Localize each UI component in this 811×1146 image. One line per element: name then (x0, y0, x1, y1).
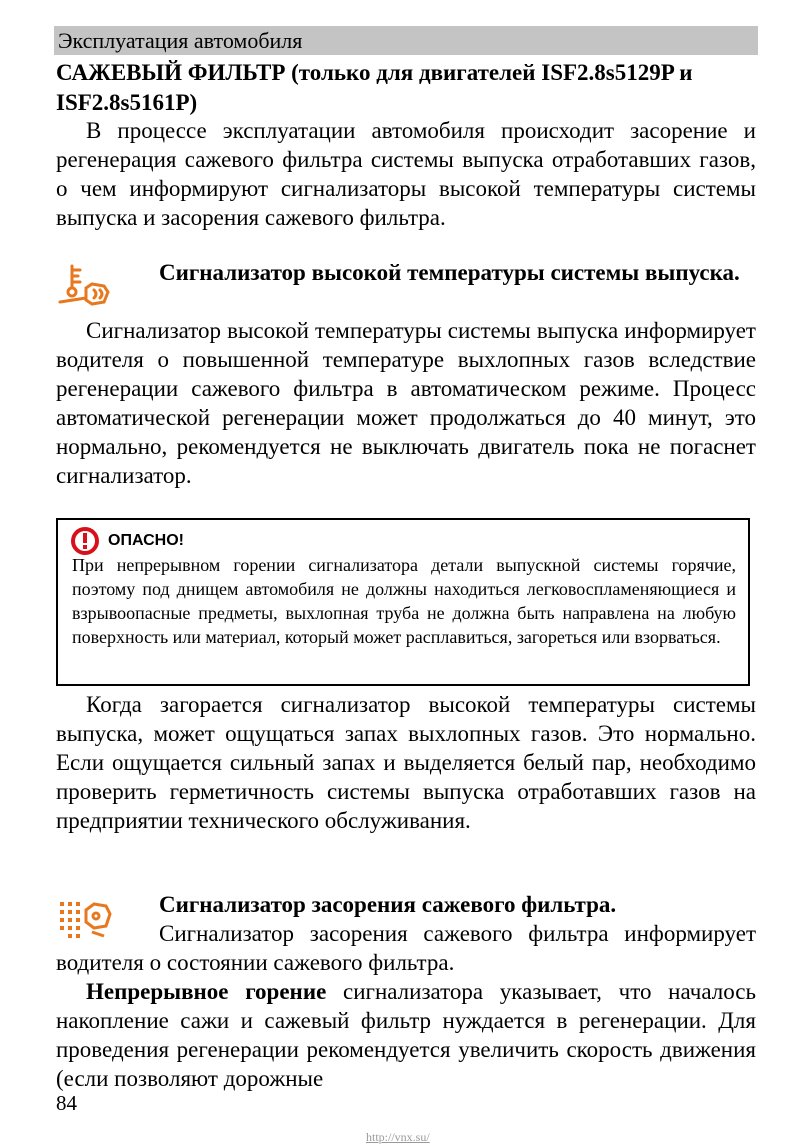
intro-paragraph: В процессе эксплуатации автомобиля происходит засорение и регенерация сажевого фильтра системы выпуска отработавших газов, о чем информируют сигнализаторы высокой температуры системы выпуска и засорения сажевого фильтра. (56, 118, 756, 230)
footer-url[interactable]: http://vnx.su/ (366, 1130, 430, 1144)
warning-label: ОПАСНО! (108, 532, 184, 549)
danger-warning-box (56, 518, 750, 686)
continuous-burning-lead: Непрерывное горение (86, 979, 327, 1004)
warning-header (70, 526, 184, 556)
exhaust-smell-paragraph: Когда загорается сигнализатор высокой температуры системы выпуска, может ощущаться запах выхлопных газов. Это нормально. Если ощущается сильный запах и выделяется белый пар, необходимо проверить герметичность системы выпуска отработавших газов на предприятии технического обслуживания. (56, 692, 756, 833)
warning-text: При непрерывном горении сигнализатора детали выпускной системы горячие, поэтому под днищем автомобиля не должны находиться легковоспламеняющиеся и взрывоопасные предметы, выхлопная труба не должна быть направлена на любую поверхность или материал, который может расплавиться, загореться или взорваться. (72, 555, 736, 647)
danger-exclamation-icon (70, 526, 100, 556)
page-title: САЖЕВЫЙ ФИЛЬТР (только для двигателей ISF2.8s5129P и ISF2.8s5161P) (56, 60, 693, 115)
continuous-burning-paragraph (56, 977, 756, 1093)
high-temp-heading: Сигнализатор высокой температуры системы выпуска. (159, 260, 740, 285)
continuous-burning-text: сигнализатора указывает, что началось накопление сажи и сажевый фильтр нуждается в регенерации. Для проведения регенерации рекомендуется увеличить скорость движения (если позволяют дорожные (56, 979, 756, 1091)
page-number: 84 (56, 1091, 77, 1115)
high-temp-paragraph: Сигнализатор высокой температуры системы выпуска информирует водителя о повышенной температуре выхлопных газов вследствие регенерации сажевого фильтра в автоматическом режиме. Процесс автоматической регенерации может продолжаться до 40 минут, это нормально, рекомендуется не выключать двигатель пока не погаснет сигнализатор. (56, 318, 756, 488)
section-header: Эксплуатация автомобиля (54, 26, 758, 55)
clog-paragraph: Сигнализатор засорения сажевого фильтра информирует водителя о состоянии сажевого фильтра. (56, 921, 756, 975)
clog-heading: Сигнализатор засорения сажевого фильтра. (159, 892, 617, 917)
